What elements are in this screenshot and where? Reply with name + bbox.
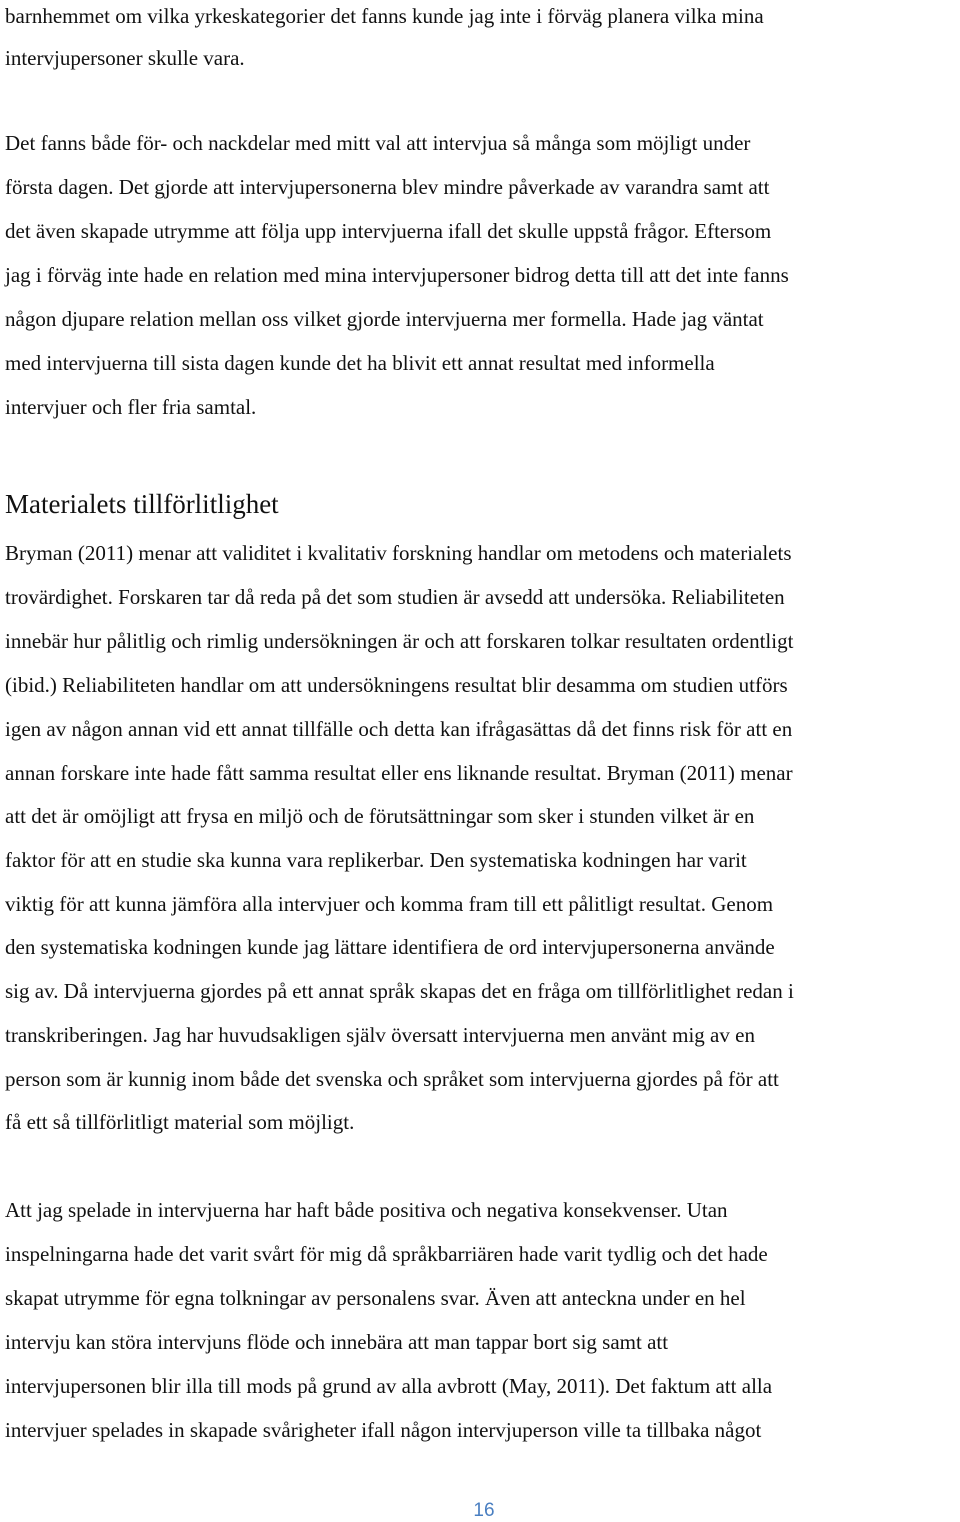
- text-line: intervju kan störa intervjuns flöde och innebära att man tappar bort sig samt att: [5, 1330, 669, 1354]
- text-line: Att jag spelade in intervjuerna har haft både positiva och negativa konsekvenser. Utan: [5, 1198, 728, 1222]
- text-line: med intervjuerna till sista dagen kunde det ha blivit ett annat resultat med informella: [5, 351, 715, 375]
- text-line: trovärdighet. Forskaren tar då reda på det som studien är avsedd att undersöka. Reliabiliteten: [5, 585, 785, 609]
- text-line: viktig för att kunna jämföra alla intervjuer och komma fram till ett pålitligt resultat. Genom: [5, 892, 774, 916]
- text-line: igen av någon annan vid ett annat tillfälle och detta kan ifrågasättas då det finns risk för att en: [5, 717, 793, 741]
- text-line: skapat utrymme för egna tolkningar av personalens svar. Även att anteckna under en hel: [5, 1286, 746, 1310]
- text-line: innebär hur pålitlig och rimlig undersökningen är och att forskaren tolkar resultaten ordentligt: [5, 629, 794, 653]
- text-line: intervjupersoner skulle vara.: [5, 46, 245, 70]
- text-line: faktor för att en studie ska kunna vara replikerbar. Den systematiska kodningen har varit: [5, 848, 747, 872]
- text-line: intervjuer spelades in skapade svårigheter ifall någon intervjuperson ville ta tillbaka något: [5, 1418, 762, 1442]
- text-line: få ett så tillförlitligt material som möjligt.: [5, 1110, 355, 1134]
- text-line: transkriberingen. Jag har huvudsakligen själv översatt intervjuerna men använt mig av en: [5, 1023, 755, 1047]
- section-heading: Materialets tillförlitlighet: [5, 489, 279, 519]
- text-line: (ibid.) Reliabiliteten handlar om att undersökningens resultat blir desamma om studien utförs: [5, 673, 788, 697]
- text-line: jag i förväg inte hade en relation med mina intervjupersoner bidrog detta till att det inte fanns: [5, 263, 789, 287]
- text-line: intervjuer och fler fria samtal.: [5, 395, 257, 419]
- page-number: 16: [473, 1500, 495, 1521]
- text-line: första dagen. Det gjorde att intervjupersonerna blev mindre påverkade av varandra samt att: [5, 175, 770, 199]
- text-line: någon djupare relation mellan oss vilket gjorde intervjuerna mer formella. Hade jag väntat: [5, 307, 764, 331]
- text-line: barnhemmet om vilka yrkeskategorier det fanns kunde jag inte i förväg planera vilka mina: [5, 4, 764, 28]
- text-line: inspelningarna hade det varit svårt för mig då språkbarriären hade varit tydlig och det hade: [5, 1242, 768, 1266]
- text-line: Bryman (2011) menar att validitet i kvalitativ forskning handlar om metodens och materialets: [5, 541, 792, 565]
- text-line: intervjupersonen blir illa till mods på grund av alla avbrott (May, 2011). Det faktum att alla: [5, 1374, 773, 1398]
- text-line: annan forskare inte hade fått samma resultat eller ens liknande resultat. Bryman (2011) menar: [5, 761, 793, 785]
- text-line: person som är kunnig inom både det svenska och språket som intervjuerna gjordes på för att: [5, 1067, 779, 1091]
- text-line: att det är omöjligt att frysa en miljö och de förutsättningar som sker i stunden vilket är en: [5, 804, 755, 828]
- text-line: det även skapade utrymme att följa upp intervjuerna ifall det skulle uppstå frågor. Eftersom: [5, 219, 772, 243]
- text-line: den systematiska kodningen kunde jag lättare identifiera de ord intervjupersonerna använde: [5, 935, 775, 959]
- text-line: Det fanns både för- och nackdelar med mitt val att intervjua så många som möjligt under: [5, 131, 751, 155]
- text-line: sig av. Då intervjuerna gjordes på ett annat språk skapas det en fråga om tillförlitlighet redan i: [5, 979, 794, 1003]
